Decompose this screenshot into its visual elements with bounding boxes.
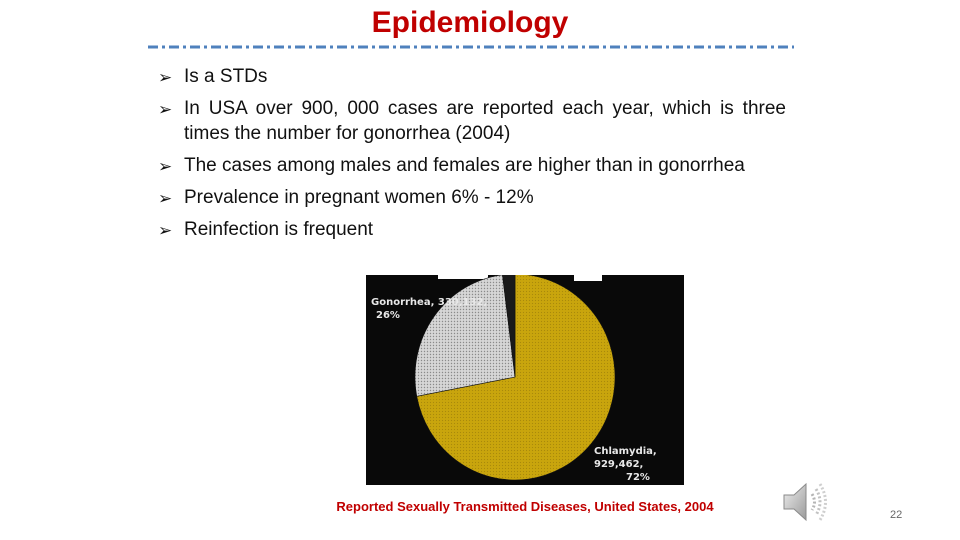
chart-caption: Reported Sexually Transmitted Diseases, United States, 2004: [336, 499, 714, 514]
gonorrhea-label-line2: 26%: [376, 310, 400, 321]
chlamydia-label-line2: 72%: [626, 472, 650, 483]
pie-chart-image: [366, 275, 684, 485]
bullet-item: [158, 185, 786, 210]
bullet-item: [158, 64, 786, 89]
arrow-bullet-icon: ➢: [158, 221, 173, 240]
gonorrhea-label: [371, 296, 487, 322]
page-number: 22: [890, 509, 903, 521]
arrow-bullet-icon: ➢: [158, 189, 173, 208]
bullet-item: [158, 153, 786, 178]
bullet-text: Prevalence in pregnant women 6% - 12%: [184, 187, 534, 208]
bullet-text: The cases among males and females are higher than in gonorrhea: [184, 155, 745, 176]
bullet-text: In USA over 900, 000 cases are reported each year, which is three times the number for gonorrhea (2004): [184, 98, 786, 144]
arrow-bullet-icon: ➢: [158, 68, 173, 87]
title-divider: [148, 44, 796, 50]
bullet-item: [158, 217, 786, 242]
bullet-item: [158, 96, 786, 146]
bullet-text: Is a STDs: [184, 66, 268, 87]
arrow-bullet-icon: ➢: [158, 100, 173, 119]
speaker-icon[interactable]: [778, 476, 830, 528]
chlamydia-label: [594, 445, 684, 484]
arrow-bullet-icon: ➢: [158, 157, 173, 176]
bullet-text: Reinfection is frequent: [184, 219, 374, 240]
slide-title: Epidemiology: [371, 6, 569, 39]
chlamydia-label-line1: Chlamydia, 929,462,: [594, 446, 657, 470]
gonorrhea-label-line1: Gonorrhea, 330,132,: [371, 297, 488, 308]
pie-slice-gonorrhea: [415, 275, 515, 396]
bullet-list: [158, 64, 786, 249]
